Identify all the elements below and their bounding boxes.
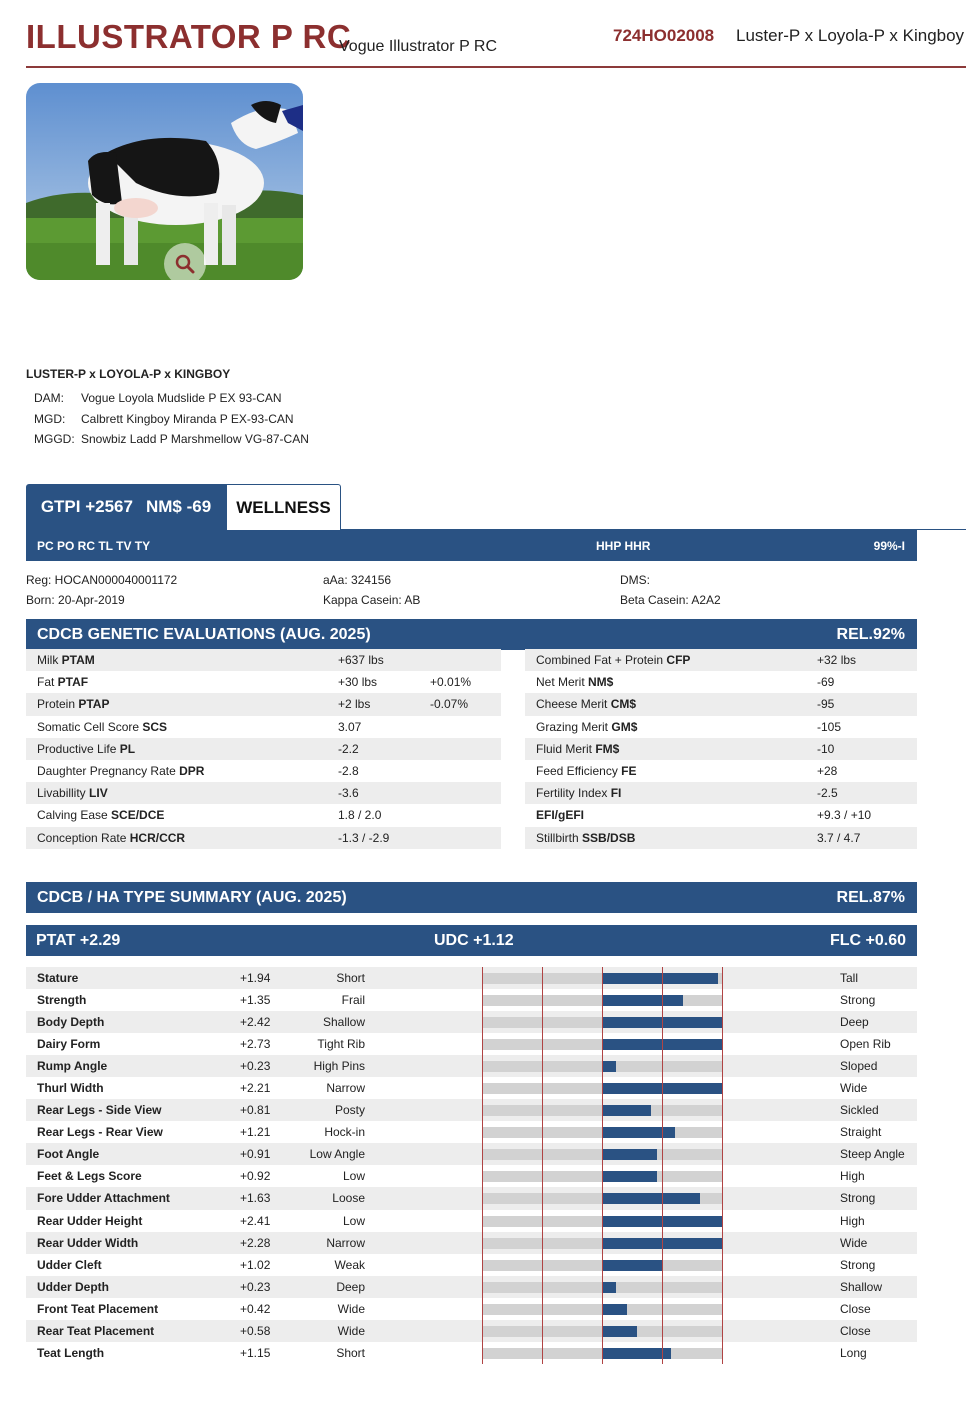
trait-low-label: Short	[336, 1345, 365, 1360]
trait-value: +2.28	[240, 1235, 271, 1250]
eval-row	[26, 649, 501, 671]
tab-wellness[interactable]	[226, 484, 341, 530]
eval-label: Fluid Merit FM$	[536, 741, 620, 756]
type-summary-title: CDCB / HA TYPE SUMMARY (AUG. 2025)	[37, 889, 347, 906]
trait-name: Rear Legs - Rear View	[37, 1125, 163, 1140]
type-summary-header	[26, 882, 917, 913]
eval-row	[525, 760, 917, 782]
trait-bar	[602, 1304, 627, 1315]
tab-nm-label: NM$ -69	[145, 497, 212, 516]
eval-row	[525, 693, 917, 715]
eval-value: 3.7 / 4.7	[817, 830, 861, 845]
trait-value: +1.94	[240, 971, 271, 985]
eval-abbrev: PTAF	[57, 675, 89, 690]
aaa-code: aAa: 324156	[323, 573, 392, 587]
trait-value: +1.63	[240, 1191, 271, 1206]
pedigree-short: Luster-P x Loyola-P x Kingboy	[736, 26, 965, 45]
eval-value: +9.3 / +10	[817, 808, 872, 823]
trait-low-label: Low Angle	[309, 1147, 365, 1162]
eval-abbrev: EFI/gEFI	[536, 808, 584, 823]
trait-high-label: Sickled	[840, 1103, 879, 1118]
type-row	[26, 1143, 917, 1165]
type-row	[26, 1055, 917, 1077]
trait-low-label: Narrow	[326, 1081, 365, 1096]
eval-row	[525, 716, 917, 738]
pedigree-value: Calbrett Kingboy Miranda P EX-93-CAN	[81, 412, 294, 426]
eval-label: Feed Efficiency FE	[536, 763, 637, 778]
trait-low-label: Wide	[337, 1323, 365, 1338]
scale-line	[602, 967, 603, 1364]
born-date: Born: 20-Apr-2019	[26, 593, 125, 607]
eval-abbrev: GM$	[611, 719, 638, 734]
ptat-value: PTAT +2.29	[36, 932, 121, 949]
cow-image	[26, 83, 303, 280]
type-row	[26, 1276, 917, 1298]
scale-line	[662, 967, 663, 1364]
eval-value: -105	[817, 719, 842, 734]
pedigree-label: DAM:	[34, 391, 64, 405]
trait-value: +2.73	[240, 1037, 271, 1052]
trait-value: +1.35	[240, 993, 271, 1008]
sire-full-name: Vogue Illustrator P RC	[339, 38, 498, 55]
trait-bar	[602, 1127, 675, 1138]
trait-high-label: Strong	[840, 1191, 876, 1206]
eval-value: -2.8	[338, 763, 359, 778]
eval-abbrev: PTAM	[61, 653, 95, 667]
type-row	[26, 1033, 917, 1055]
type-summary-rel: REL.87%	[836, 889, 905, 906]
trait-low-label: Tight Rib	[317, 1037, 365, 1052]
type-row	[26, 967, 917, 989]
type-row	[26, 1011, 917, 1033]
eval-value: -3.6	[338, 786, 359, 801]
eval-row	[26, 782, 501, 804]
eval-percent: +0.01%	[430, 675, 472, 690]
eval-value: -2.2	[338, 741, 359, 756]
eval-abbrev: DPR	[179, 763, 205, 778]
codes-right: 99%-I	[873, 539, 905, 553]
eval-abbrev: SSB/DSB	[582, 830, 636, 845]
eval-value: +2 lbs	[338, 697, 371, 712]
pedigree-title: LUSTER-P x LOYOLA-P x KINGBOY	[26, 367, 231, 381]
trait-low-label: Shallow	[322, 1015, 365, 1030]
eval-abbrev: PTAP	[78, 697, 110, 712]
eval-row	[525, 738, 917, 760]
trait-low-label: Short	[336, 971, 365, 985]
eval-row	[525, 649, 917, 671]
trait-value: +2.21	[240, 1081, 271, 1096]
trait-high-label: Strong	[840, 993, 876, 1008]
trait-name: Thurl Width	[37, 1081, 104, 1096]
eval-label: Daughter Pregnancy Rate DPR	[37, 763, 205, 778]
pedigree-row-mgd	[34, 412, 294, 426]
pedigree-value: Snowbiz Ladd P Marshmellow VG-87-CAN	[81, 432, 309, 446]
scale-line	[482, 967, 483, 1364]
eval-row	[26, 760, 501, 782]
trait-value: +0.81	[240, 1103, 271, 1118]
trait-name: Rear Udder Width	[37, 1235, 139, 1250]
eval-label: Combined Fat + Protein CFP	[536, 653, 691, 667]
eval-abbrev: SCE/DCE	[111, 808, 165, 823]
trait-name: Rump Angle	[37, 1059, 108, 1074]
trait-low-label: Low	[342, 1213, 365, 1228]
eval-value: +28	[817, 763, 838, 778]
flc-value: FLC +0.60	[829, 932, 906, 949]
codes-middle: HHP HHR	[596, 539, 651, 553]
eval-value: -95	[817, 697, 835, 712]
eval-row	[525, 671, 917, 693]
trait-name: Teat Length	[37, 1345, 105, 1360]
eval-label	[536, 808, 584, 822]
trait-low-label: Wide	[337, 1301, 365, 1316]
type-traits-table	[26, 967, 917, 1364]
eval-value: -2.5	[817, 786, 838, 801]
type-row	[26, 1254, 917, 1276]
trait-high-label: Close	[840, 1323, 871, 1338]
eval-percent: -0.07%	[430, 697, 469, 712]
trait-name: Front Teat Placement	[37, 1301, 159, 1316]
eval-value: +32 lbs	[817, 653, 857, 667]
trait-bar	[602, 1260, 663, 1271]
trait-high-label: Long	[840, 1345, 867, 1360]
type-row	[26, 1342, 917, 1364]
trait-high-label: High	[840, 1213, 865, 1228]
trait-bar	[602, 1348, 671, 1359]
genetic-eval-header	[26, 619, 917, 650]
trait-bar	[602, 1193, 700, 1204]
type-row	[26, 1187, 917, 1209]
eval-row	[525, 827, 917, 849]
eval-abbrev: CM$	[610, 697, 637, 712]
type-row	[26, 1077, 917, 1099]
type-row	[26, 1210, 917, 1232]
eval-row	[26, 804, 501, 826]
type-row	[26, 1298, 917, 1320]
trait-low-label: Posty	[334, 1103, 365, 1118]
kappa-casein: Kappa Casein: AB	[323, 593, 421, 607]
pedigree-row-dam	[34, 391, 282, 405]
genetic-eval-left-table	[26, 649, 501, 849]
trait-bar	[602, 1326, 637, 1337]
eval-abbrev: PL	[119, 741, 136, 756]
eval-value: 1.8 / 2.0	[338, 808, 382, 823]
scale-line	[542, 967, 543, 1364]
trait-name: Rear Teat Placement	[37, 1323, 155, 1338]
trait-value: +1.15	[240, 1345, 271, 1360]
trait-bar	[602, 1105, 651, 1116]
eval-value: -1.3 / -2.9	[338, 830, 390, 845]
trait-value: +0.92	[240, 1169, 271, 1184]
genetic-eval-right-table	[525, 649, 917, 849]
eval-abbrev: NM$	[588, 675, 614, 690]
eval-label: Net Merit NM$	[536, 675, 614, 690]
trait-name: Foot Angle	[37, 1147, 100, 1162]
naab-code: 724HO02008	[613, 26, 715, 45]
trait-high-label: Close	[840, 1301, 871, 1316]
beta-casein: Beta Casein: A2A2	[620, 593, 721, 607]
trait-name: Body Depth	[37, 1015, 105, 1030]
eval-label: Calving Ease SCE/DCE	[37, 808, 165, 823]
sire-short-name: ILLUSTRATOR P RC	[26, 18, 352, 55]
eval-label: Cheese Merit CM$	[536, 697, 637, 712]
eval-label: Fertility Index FI	[536, 786, 622, 801]
trait-name: Stature	[37, 971, 79, 985]
trait-bar	[602, 1282, 616, 1293]
trait-name: Udder Cleft	[37, 1257, 102, 1272]
trait-value: +2.41	[240, 1213, 271, 1228]
eval-row	[26, 738, 501, 760]
trait-name: Fore Udder Attachment	[37, 1191, 170, 1206]
trait-value: +1.02	[240, 1257, 271, 1272]
trait-bar	[602, 1061, 616, 1072]
zoom-button[interactable]	[164, 243, 206, 280]
type-row	[26, 1121, 917, 1143]
eval-row	[26, 693, 501, 715]
eval-label: Conception Rate HCR/CCR	[37, 830, 186, 845]
trait-high-label: Sloped	[840, 1059, 878, 1074]
trait-value: +1.21	[240, 1125, 271, 1140]
trait-low-label: Narrow	[326, 1235, 365, 1250]
pedigree-row-mggd	[34, 432, 309, 446]
trait-high-label: High	[840, 1169, 865, 1184]
eval-row	[26, 671, 501, 693]
eval-label: Grazing Merit GM$	[536, 719, 638, 734]
trait-low-label: Hock-in	[324, 1125, 365, 1140]
eval-label: Protein PTAP	[37, 697, 110, 712]
eval-label: Productive Life PL	[37, 741, 136, 756]
bull-photo[interactable]	[26, 83, 303, 280]
trait-name: Udder Depth	[37, 1279, 109, 1294]
trait-value: +0.58	[240, 1323, 271, 1338]
eval-row	[26, 716, 501, 738]
trait-value: +0.91	[240, 1147, 271, 1162]
trait-value: +0.23	[240, 1279, 271, 1294]
pedigree-label: MGD:	[34, 412, 66, 426]
trait-low-label: Weak	[334, 1257, 365, 1272]
trait-low-label: Loose	[332, 1191, 365, 1206]
trait-bar	[602, 1149, 657, 1160]
eval-row	[26, 827, 501, 849]
magnifier-icon	[174, 253, 196, 275]
trait-low-label: Frail	[341, 993, 365, 1008]
eval-label: Milk PTAM	[37, 653, 95, 667]
eval-value: +30 lbs	[338, 675, 378, 690]
dms: DMS:	[620, 573, 650, 587]
eval-label: Fat PTAF	[37, 675, 89, 690]
reg-number: Reg: HOCAN000040001172	[26, 573, 178, 587]
trait-low-label: Deep	[336, 1279, 365, 1294]
type-row	[26, 1320, 917, 1342]
eval-label: Somatic Cell Score SCS	[37, 719, 168, 734]
eval-abbrev: FI	[610, 786, 622, 801]
scale-line	[722, 967, 723, 1364]
trait-high-label: Steep Angle	[840, 1147, 905, 1162]
trait-high-label: Strong	[840, 1257, 876, 1272]
eval-value: -10	[817, 741, 835, 756]
trait-low-label: High Pins	[313, 1059, 365, 1074]
trait-name: Dairy Form	[37, 1037, 101, 1052]
eval-value: -69	[817, 675, 835, 690]
trait-bar	[602, 1171, 657, 1182]
trait-high-label: Wide	[840, 1235, 868, 1250]
trait-bar	[602, 973, 718, 984]
eval-abbrev: LIV	[89, 786, 108, 801]
codes-bar	[26, 530, 917, 561]
trait-low-label: Low	[342, 1169, 365, 1184]
eval-abbrev: FM$	[595, 741, 620, 756]
eval-abbrev: FE	[621, 763, 637, 778]
eval-abbrev: HCR/CCR	[129, 830, 186, 845]
trait-high-label: Shallow	[840, 1279, 883, 1294]
eval-row	[525, 782, 917, 804]
eval-value: 3.07	[338, 719, 362, 734]
trait-name: Rear Udder Height	[37, 1213, 143, 1228]
trait-value: +0.42	[240, 1301, 271, 1316]
trait-name: Feet & Legs Score	[37, 1169, 142, 1184]
pedigree-label: MGGD:	[34, 432, 75, 446]
trait-high-label: Straight	[840, 1125, 882, 1140]
eval-abbrev: CFP	[666, 653, 691, 667]
trait-bar	[602, 995, 683, 1006]
eval-row	[525, 804, 917, 826]
type-row	[26, 1232, 917, 1254]
type-row	[26, 1099, 917, 1121]
tab-wellness-label: WELLNESS	[236, 497, 331, 517]
tab-gtpi[interactable]	[26, 484, 226, 530]
trait-value: +2.42	[240, 1015, 271, 1030]
trait-value: +0.23	[240, 1059, 271, 1074]
eval-value: +637 lbs	[338, 653, 384, 667]
trait-name: Rear Legs - Side View	[37, 1103, 162, 1118]
eval-label: Livabillity LIV	[37, 786, 108, 801]
trait-high-label: Tall	[840, 971, 859, 985]
genetic-eval-rel: REL.92%	[836, 626, 905, 643]
type-row	[26, 1165, 917, 1187]
trait-high-label: Deep	[840, 1015, 869, 1030]
codes-left: PC PO RC TL TV TY	[37, 539, 151, 553]
type-composite-bar	[26, 925, 917, 956]
eval-abbrev: SCS	[142, 719, 168, 734]
page-header	[26, 14, 966, 68]
udc-value: UDC +1.12	[434, 932, 514, 949]
genetic-eval-title: CDCB GENETIC EVALUATIONS (AUG. 2025)	[37, 626, 371, 643]
type-row	[26, 989, 917, 1011]
trait-high-label: Wide	[840, 1081, 868, 1096]
tab-gtpi-label: GTPI +2567	[40, 497, 133, 516]
eval-label: Stillbirth SSB/DSB	[536, 830, 636, 845]
trait-high-label: Open Rib	[840, 1037, 891, 1052]
pedigree-value: Vogue Loyola Mudslide P EX 93-CAN	[81, 391, 282, 405]
trait-name: Strength	[37, 993, 87, 1008]
